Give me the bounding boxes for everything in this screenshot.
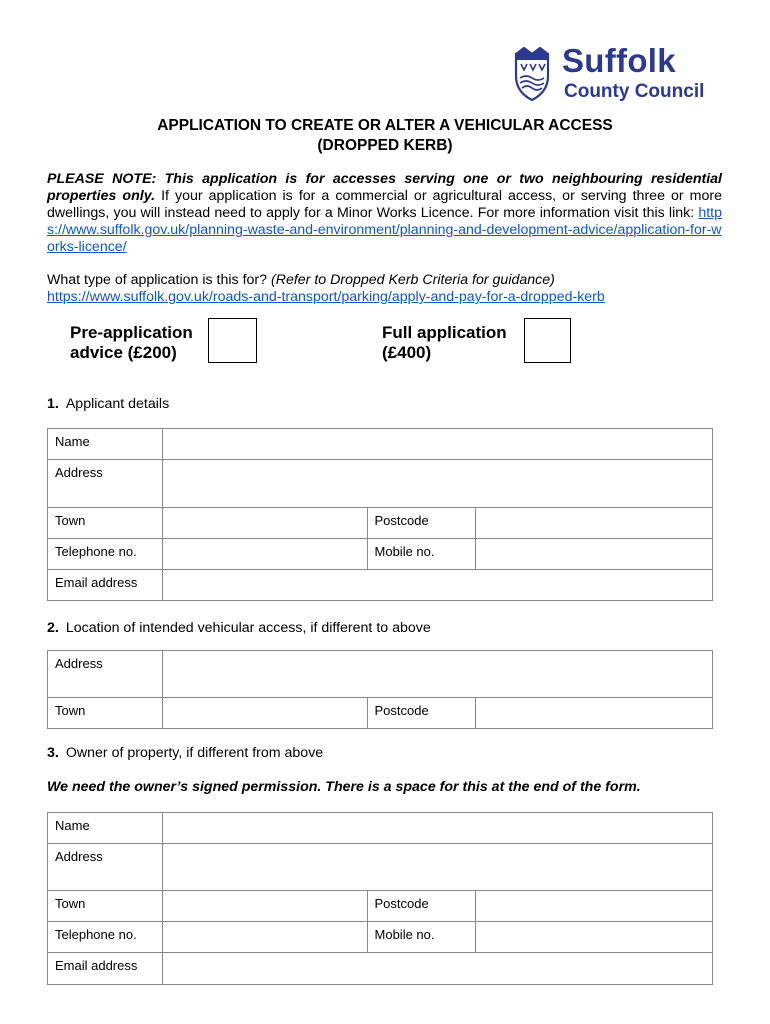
applicant-address-field[interactable]: [162, 460, 712, 508]
owner-mobile-field[interactable]: [476, 922, 713, 953]
owner-town-field[interactable]: [162, 891, 367, 922]
please-note-text: If your application is for a commercial or agricultural access, or serving three or more dwellings, you will instead need to apply for a Minor Works Licence. For more information visit this link:: [47, 188, 722, 221]
name-label: Name: [48, 429, 163, 460]
dropped-kerb-link[interactable]: https://www.suffolk.gov.uk/roads-and-transport/parking/apply-and-pay-for-a-dropped-kerb: [47, 289, 605, 305]
applicant-name-field[interactable]: [162, 429, 712, 460]
full-application-label: [382, 323, 507, 363]
logo-text-suffolk: Suffolk: [562, 42, 676, 79]
please-note-paragraph: [47, 171, 722, 256]
pre-application-checkbox[interactable]: [208, 318, 257, 363]
section-1-title: Applicant details: [65, 396, 170, 412]
full-application-line2: (£400): [382, 343, 432, 362]
owner-permission-note: We need the owner’s signed permission. There is a space for this at the end of the form.: [47, 779, 641, 795]
application-type-question: [47, 272, 555, 289]
name-label: Name: [48, 813, 163, 844]
owner-name-field[interactable]: [162, 813, 712, 844]
section-2-heading: [47, 620, 431, 636]
town-label: Town: [48, 698, 163, 729]
page-title: APPLICATION TO CREATE OR ALTER A VEHICULAR ACCESS: [157, 117, 613, 134]
applicant-email-field[interactable]: [162, 570, 712, 601]
logo-text-council: County Council: [564, 81, 705, 102]
location-town-field[interactable]: [162, 698, 367, 729]
section-3-heading: [47, 745, 323, 761]
please-note-emphasis: PLEASE NOTE: This application is for accesses serving one or two neighbouring residential properties only.: [47, 171, 722, 204]
pre-application-line1: Pre-application: [70, 323, 193, 342]
applicant-postcode-field[interactable]: [476, 508, 713, 539]
town-label: Town: [48, 508, 163, 539]
postcode-label: Postcode: [367, 891, 476, 922]
town-label: Town: [48, 891, 163, 922]
section-3-title: Owner of property, if different from above: [65, 745, 324, 761]
email-label: Email address: [48, 570, 163, 601]
telephone-label: Telephone no.: [48, 922, 163, 953]
page-subtitle: (DROPPED KERB): [317, 137, 453, 154]
crest-icon: [512, 46, 552, 102]
address-label: Address: [48, 651, 163, 698]
email-label: Email address: [48, 953, 163, 985]
telephone-label: Telephone no.: [48, 539, 163, 570]
pre-application-label: [70, 323, 193, 363]
mobile-label: Mobile no.: [367, 539, 476, 570]
owner-address-field[interactable]: [162, 844, 712, 891]
owner-details-table: [47, 812, 713, 985]
address-label: Address: [48, 460, 163, 508]
access-location-table: [47, 650, 713, 729]
mobile-label: Mobile no.: [367, 922, 476, 953]
pre-application-line2: advice (£200): [70, 343, 177, 362]
question-text: What type of application is this for?: [47, 272, 271, 288]
owner-telephone-field[interactable]: [162, 922, 367, 953]
location-postcode-field[interactable]: [476, 698, 713, 729]
suffolk-logo: [512, 44, 712, 104]
full-application-line1: Full application: [382, 323, 507, 342]
address-label: Address: [48, 844, 163, 891]
location-address-field[interactable]: [162, 651, 712, 698]
works-licence-link[interactable]: https://www.suffolk.gov.uk/planning-waste-and-environment/planning-and-development-advice/application-for-works-licence/: [47, 205, 722, 255]
applicant-town-field[interactable]: [162, 508, 367, 539]
applicant-mobile-field[interactable]: [476, 539, 713, 570]
full-application-checkbox[interactable]: [524, 318, 571, 363]
section-2-number: 2.: [47, 620, 59, 636]
applicant-telephone-field[interactable]: [162, 539, 367, 570]
section-2-title: Location of intended vehicular access, if different to above: [65, 620, 431, 636]
owner-email-field[interactable]: [162, 953, 712, 985]
postcode-label: Postcode: [367, 508, 476, 539]
section-1-heading: [47, 396, 169, 412]
owner-postcode-field[interactable]: [476, 891, 713, 922]
section-3-number: 3.: [47, 745, 59, 761]
applicant-details-table: [47, 428, 713, 601]
section-1-number: 1.: [47, 396, 59, 412]
postcode-label: Postcode: [367, 698, 476, 729]
question-guidance: (Refer to Dropped Kerb Criteria for guidance): [270, 272, 555, 288]
